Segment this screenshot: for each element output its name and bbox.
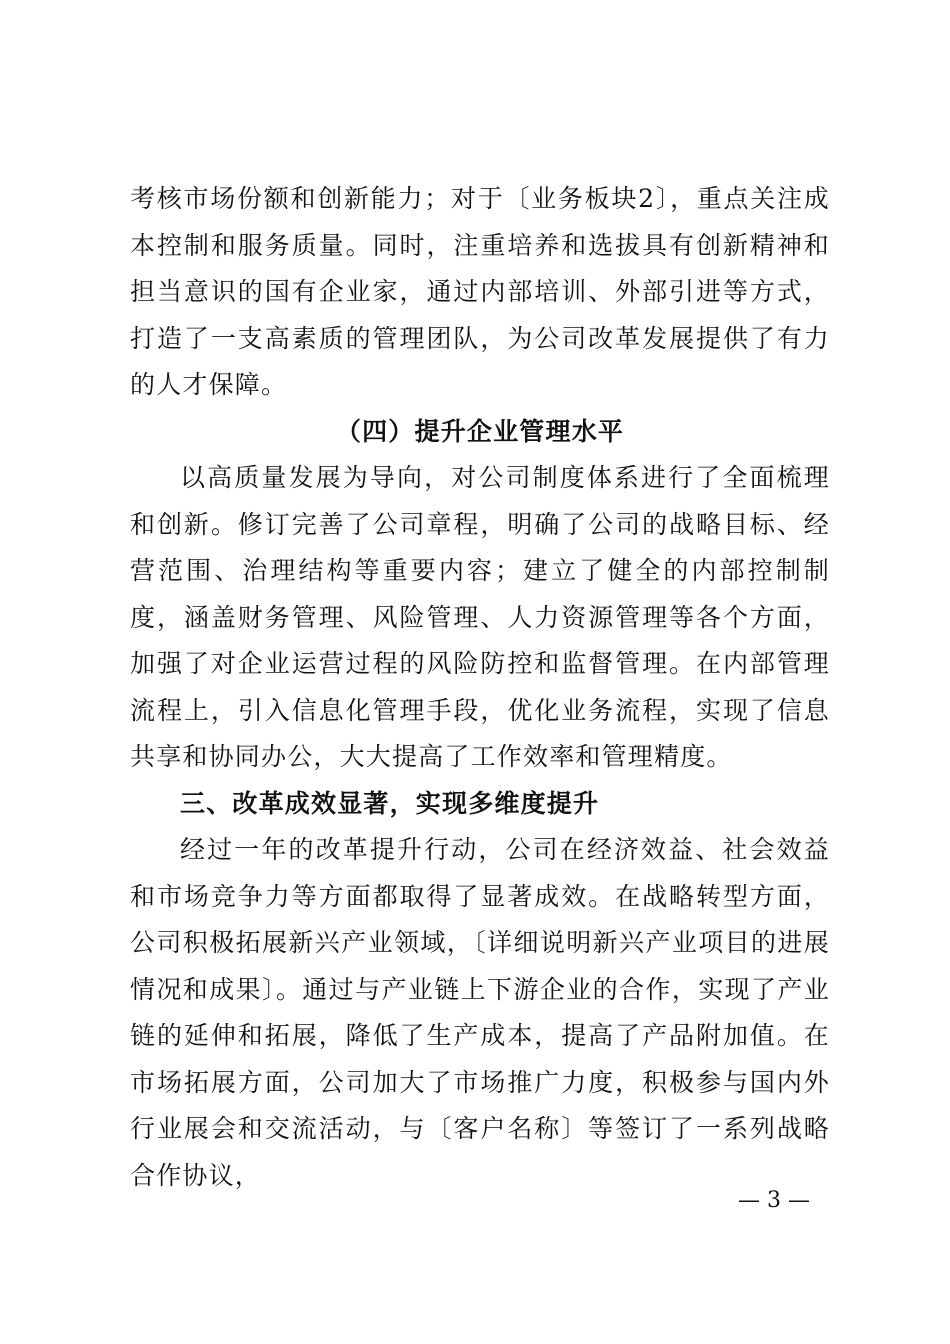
page-number: — 3 — bbox=[738, 1188, 810, 1213]
document-body bbox=[130, 176, 830, 1199]
paragraph-reform-results: 经过一年的改革提升行动，公司在经济效益、社会效益和市场竞争力等方面都取得了显著成效。在战略转型方面，公司积极拓展新兴产业领域，〔详细说明新兴产业项目的进展情况和成果〕。通过与产业链上下游企业的合作，实现了产业链的延伸和拓展，降低了生产成本，提高了产品附加值。在市场拓展方面，公司加大了市场推广力度，积极参与国内外行业展会和交流活动，与〔客户名称〕等签订了一系列战略合作协议， bbox=[130, 835, 830, 1190]
paragraph-management-system: 以高质量发展为导向，对公司制度体系进行了全面梳理和创新。修订完善了公司章程，明确了公司的战略目标、经营范围、治理结构等重要内容；建立了健全的内部控制制度，涵盖财务管理、风险管理、人力资源管理等各个方面，加强了对企业运营过程的风险防控和监督管理。在内部管理流程上，引入信息化管理手段，优化业务流程，实现了信息共享和协同办公，大大提高了工作效率和管理精度。 bbox=[130, 463, 830, 771]
subheading-improve-management: （四）提升企业管理水平 bbox=[335, 416, 625, 446]
section-heading-reform-results: 三、改革成效显著，实现多维度提升 bbox=[180, 788, 600, 818]
paragraph-continuation: 考核市场份额和创新能力；对于〔业务板块2〕，重点关注成本控制和服务质量。同时，注重培养和选拔具有创新精神和担当意识的国有企业家，通过内部培训、外部引进等方式，打造了一支高素质的管理团队，为公司改革发展提供了有力的人才保障。 bbox=[130, 184, 830, 399]
